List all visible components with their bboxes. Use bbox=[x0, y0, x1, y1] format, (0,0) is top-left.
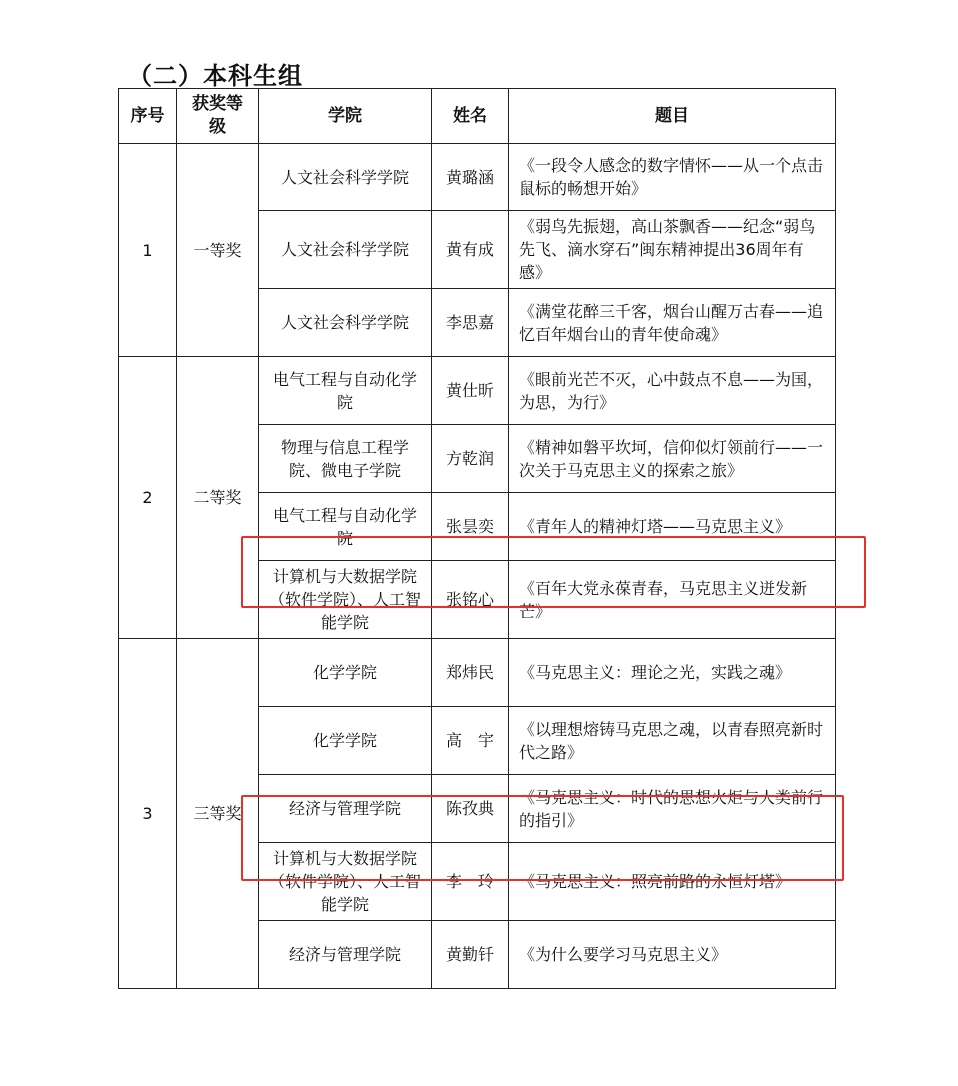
topic-cell: 《马克思主义：理论之光，实践之魂》 bbox=[509, 639, 836, 707]
award-level: 三等奖 bbox=[177, 639, 259, 989]
topic-cell: 《精神如磐平坎坷，信仰似灯领前行——一次关于马克思主义的探索之旅》 bbox=[509, 425, 836, 493]
name-cell: 方乾润 bbox=[432, 425, 509, 493]
topic-cell: 《青年人的精神灯塔——马克思主义》 bbox=[509, 493, 836, 561]
name-cell: 张铭心 bbox=[432, 561, 509, 639]
section-title: （二）本科生组 bbox=[128, 62, 303, 90]
group-number: 3 bbox=[119, 639, 177, 989]
group-number: 2 bbox=[119, 357, 177, 639]
award-level: 二等奖 bbox=[177, 357, 259, 639]
header-name: 姓名 bbox=[432, 89, 509, 144]
header-no: 序号 bbox=[119, 89, 177, 144]
name-cell: 郑炜民 bbox=[432, 639, 509, 707]
college-cell: 化学学院 bbox=[259, 639, 432, 707]
award-level: 一等奖 bbox=[177, 144, 259, 357]
name-cell: 陈孜典 bbox=[432, 775, 509, 843]
topic-cell: 《眼前光芒不灭，心中鼓点不息——为国，为思，为行》 bbox=[509, 357, 836, 425]
college-cell: 人文社会科学学院 bbox=[259, 144, 432, 211]
college-cell: 物理与信息工程学院、微电子学院 bbox=[259, 425, 432, 493]
topic-cell: 《满堂花醉三千客，烟台山醒万古春——追忆百年烟台山的青年使命魂》 bbox=[509, 289, 836, 357]
name-cell: 黄有成 bbox=[432, 211, 509, 289]
topic-cell: 《弱鸟先振翅，高山茶飘香——纪念“弱鸟先飞、滴水穿石”闽东精神提出36周年有感》 bbox=[509, 211, 836, 289]
header-topic: 题目 bbox=[509, 89, 836, 144]
college-cell: 电气工程与自动化学院 bbox=[259, 357, 432, 425]
name-cell: 李 玲 bbox=[432, 843, 509, 921]
topic-cell: 《为什么要学习马克思主义》 bbox=[509, 921, 836, 989]
topic-cell: 《马克思主义：时代的思想火炬与人类前行的指引》 bbox=[509, 775, 836, 843]
header-college: 学院 bbox=[259, 89, 432, 144]
topic-cell: 《一段令人感念的数字情怀——从一个点击鼠标的畅想开始》 bbox=[509, 144, 836, 211]
header-level: 获奖等级 bbox=[177, 89, 259, 144]
college-cell: 人文社会科学学院 bbox=[259, 211, 432, 289]
name-cell: 高 宇 bbox=[432, 707, 509, 775]
awards-table bbox=[118, 88, 836, 989]
college-cell: 化学学院 bbox=[259, 707, 432, 775]
topic-cell: 《百年大党永葆青春，马克思主义迸发新芒》 bbox=[509, 561, 836, 639]
table-header-row bbox=[119, 89, 836, 144]
college-cell: 经济与管理学院 bbox=[259, 775, 432, 843]
topic-cell: 《以理想熔铸马克思之魂，以青春照亮新时代之路》 bbox=[509, 707, 836, 775]
college-cell: 人文社会科学学院 bbox=[259, 289, 432, 357]
table-row bbox=[119, 639, 836, 707]
table-row bbox=[119, 357, 836, 425]
table-row bbox=[119, 144, 836, 211]
college-cell: 经济与管理学院 bbox=[259, 921, 432, 989]
name-cell: 黄勤钎 bbox=[432, 921, 509, 989]
name-cell: 黄仕昕 bbox=[432, 357, 509, 425]
name-cell: 张昙奕 bbox=[432, 493, 509, 561]
college-cell: 计算机与大数据学院（软件学院）、人工智能学院 bbox=[259, 561, 432, 639]
college-cell: 电气工程与自动化学院 bbox=[259, 493, 432, 561]
group-number: 1 bbox=[119, 144, 177, 357]
name-cell: 黄璐涵 bbox=[432, 144, 509, 211]
name-cell: 李思嘉 bbox=[432, 289, 509, 357]
college-cell: 计算机与大数据学院（软件学院）、人工智能学院 bbox=[259, 843, 432, 921]
topic-cell: 《马克思主义：照亮前路的永恒灯塔》 bbox=[509, 843, 836, 921]
